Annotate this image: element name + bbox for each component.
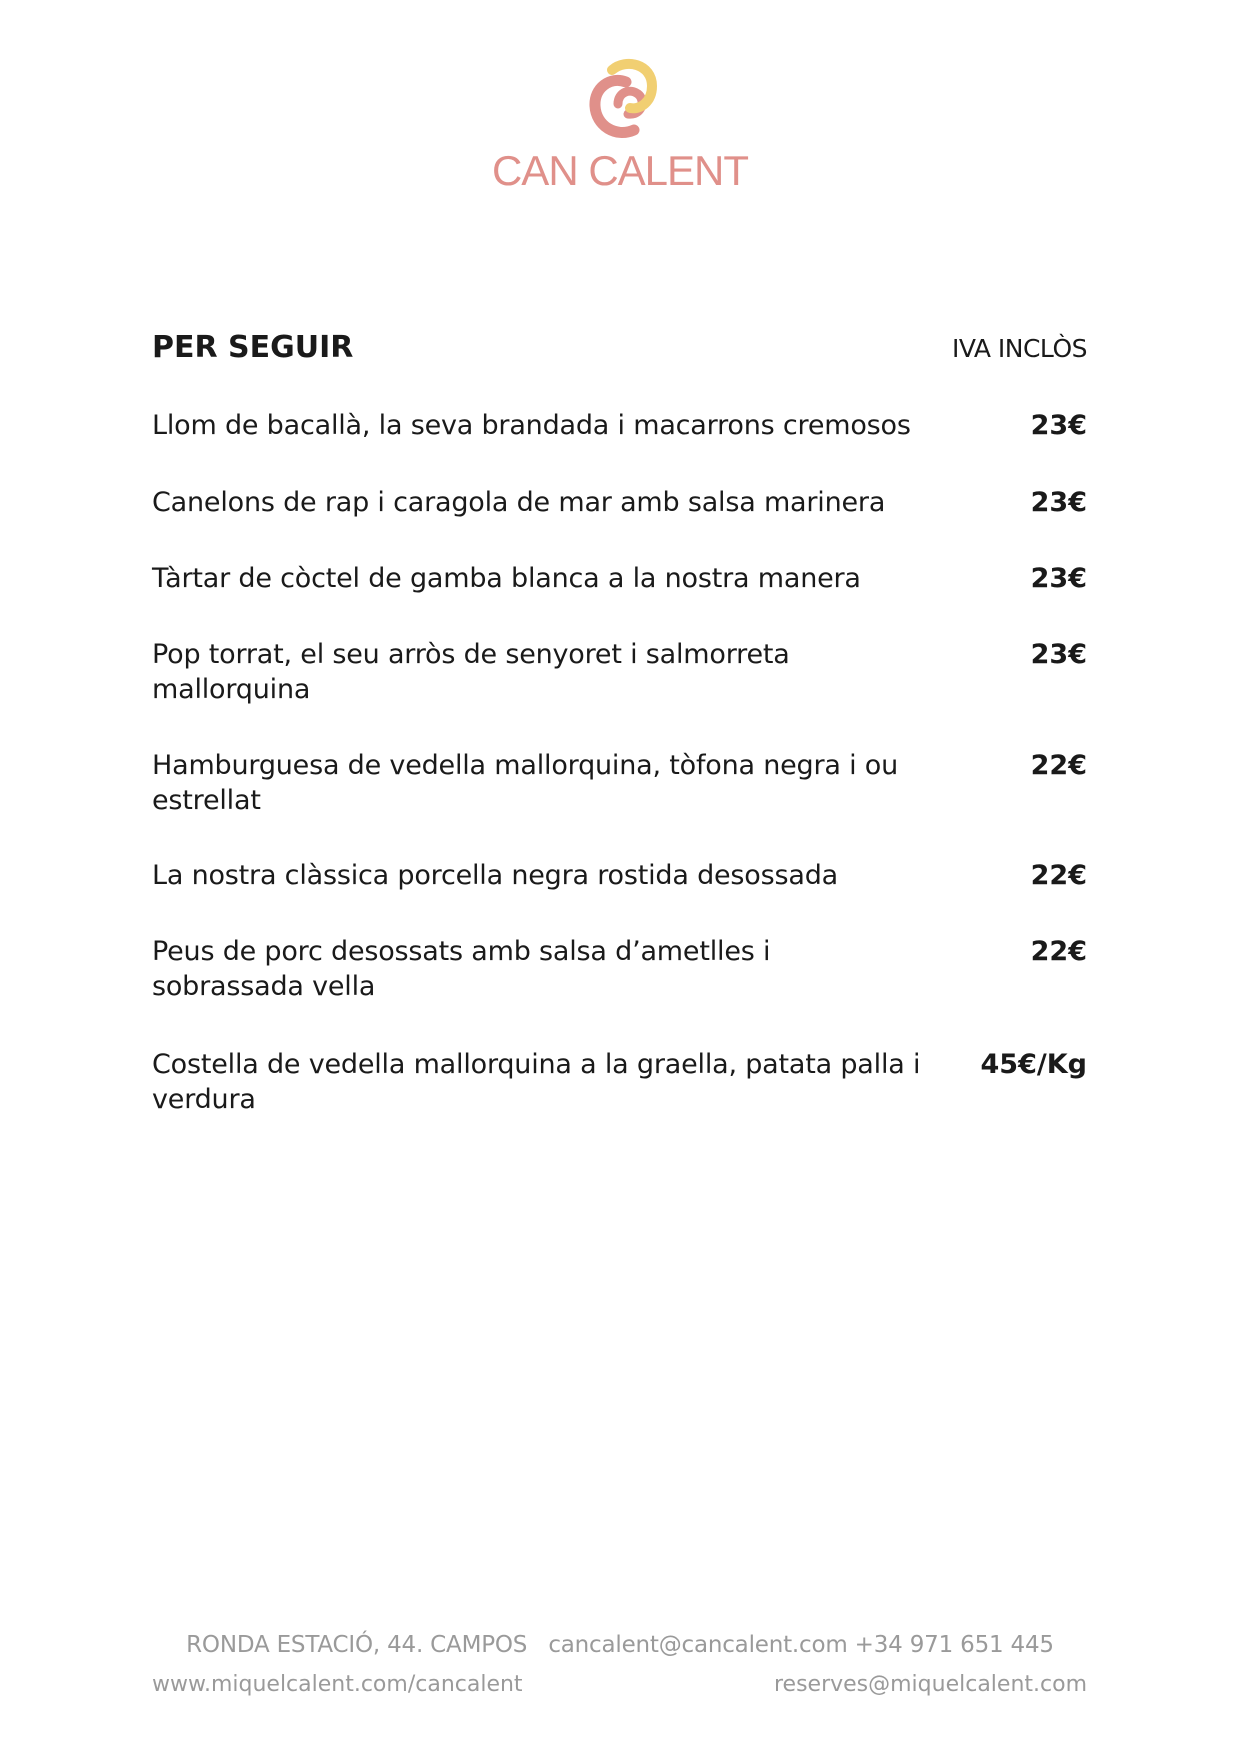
menu-item-price: 23€ — [1030, 563, 1087, 594]
footer-contact — [0, 1632, 1240, 1658]
menu-item-name: Hamburguesa de vedella mallorquina, tòfona negra i ou estrellat — [152, 750, 899, 816]
menu-item-name: Llom de bacallà, la seva brandada i macarrons cremosos — [152, 410, 911, 441]
cc-swirl-logo-icon — [580, 56, 660, 146]
tax-note: IVA INCLÒS — [951, 334, 1087, 363]
menu-item-name: La nostra clàssica porcella negra rostida desossada — [152, 860, 838, 891]
footer-address: RONDA ESTACIÓ, 44. CAMPOS — [186, 1632, 528, 1658]
menu-item-price: 45€/Kg — [980, 1049, 1087, 1080]
brand-name: CAN CALENT — [491, 147, 749, 194]
menu-item-name: Tàrtar de còctel de gamba blanca a la nostra manera — [152, 563, 861, 594]
menu-item-name: Costella de vedella mallorquina a la graella, patata palla i verdura — [152, 1049, 921, 1115]
footer-reservations-email[interactable]: reserves@miquelcalent.com — [773, 1672, 1087, 1697]
menu-item — [152, 934, 1087, 1004]
menu-item — [152, 408, 1087, 443]
menu-item — [152, 561, 1087, 596]
footer-phone[interactable]: +34 971 651 445 — [854, 1632, 1054, 1658]
menu-list — [152, 408, 1087, 1117]
menu-item-price: 23€ — [1030, 639, 1087, 670]
menu-item-price: 23€ — [1030, 487, 1087, 518]
menu-item — [152, 637, 1087, 707]
menu-item — [152, 858, 1087, 893]
menu-item — [152, 748, 1087, 818]
section-title: PER SEGUIR — [152, 330, 354, 365]
footer-links — [152, 1672, 1087, 1697]
menu-item-price: 22€ — [1030, 860, 1087, 891]
menu-item — [152, 1047, 1087, 1117]
footer-website-link[interactable]: www.miquelcalent.com/cancalent — [152, 1672, 523, 1697]
footer-email[interactable]: cancalent@cancalent.com — [548, 1632, 848, 1658]
section-header — [152, 330, 1087, 365]
menu-item-price: 22€ — [1030, 936, 1087, 967]
menu-item-price: 23€ — [1030, 410, 1087, 441]
menu-item-name: Peus de porc desossats amb salsa d’ametlles i sobrassada vella — [152, 936, 771, 1002]
brand-logo — [0, 56, 1240, 192]
menu-item-price: 22€ — [1030, 750, 1087, 781]
menu-item — [152, 485, 1087, 520]
menu-item-name: Pop torrat, el seu arròs de senyoret i salmorreta mallorquina — [152, 639, 790, 705]
menu-item-name: Canelons de rap i caragola de mar amb salsa marinera — [152, 487, 886, 518]
